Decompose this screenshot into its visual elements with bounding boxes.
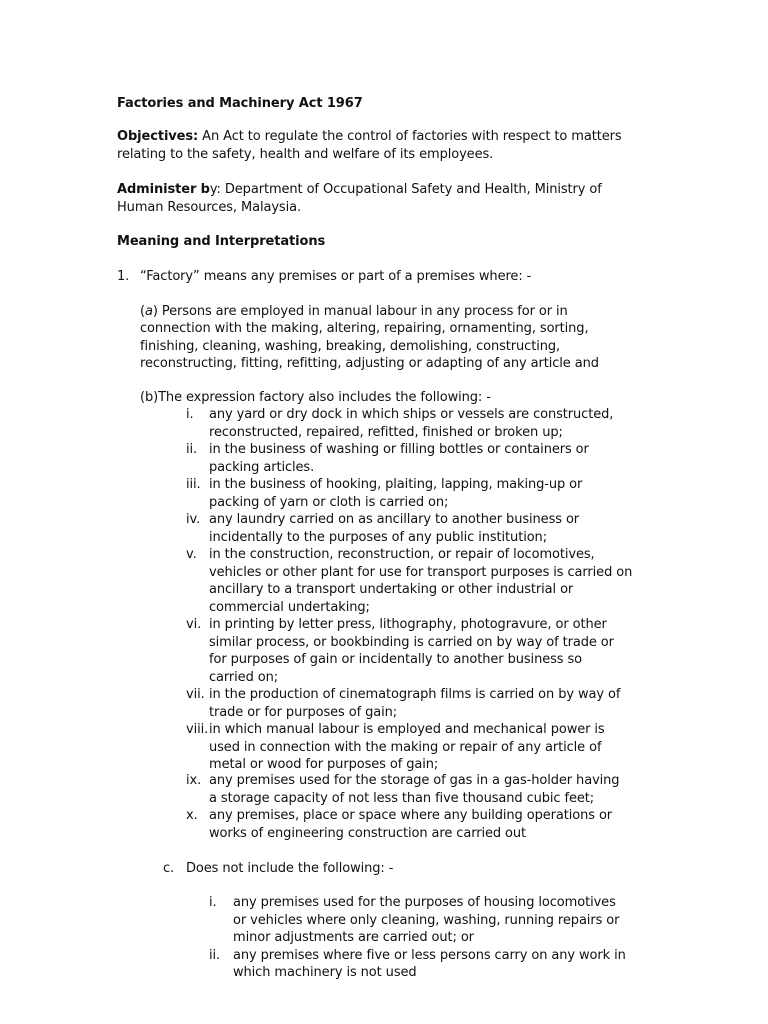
para-a-letter: a [144, 304, 153, 319]
para-b-item-iv-line-1: any laundry carried on as ancillary to another business or [209, 512, 580, 527]
para-b-item-ii-line-1: in the business of washing or filling bottles or containers or [209, 442, 589, 457]
para-b-item-iii-number: iii. [186, 477, 201, 492]
para-c-letter: c. [163, 861, 175, 876]
para-b-item-x-line-1: any premises, place or space where any building operations or [209, 808, 613, 823]
objectives-line-1 [117, 128, 622, 146]
item-1-number: 1. [117, 269, 130, 284]
para-c-item-ii-line-2: which machinery is not used [233, 965, 417, 980]
para-c-item-i-line-3: minor adjustments are carried out; or [233, 930, 474, 945]
para-b-item-x-line-2: works of engineering construction are carried out [209, 826, 527, 841]
para-b-item-iii-line-2: packing of yarn or cloth is carried on; [209, 495, 449, 510]
para-a-line-4: reconstructing, fitting, refitting, adjusting or adapting of any article and [140, 356, 599, 371]
administer-text: Department of Occupational Safety and Health, Ministry of [220, 182, 602, 197]
para-b-item-vi-line-1: in printing by letter press, lithography, photogravure, or other [209, 617, 607, 632]
para-b-item-iv-number: iv. [186, 512, 201, 527]
para-a-line-1 [140, 303, 568, 321]
para-b-item-i-line-1: any yard or dry dock in which ships or vessels are constructed, [209, 407, 614, 422]
objectives-label: Objectives: [117, 129, 199, 144]
para-c-item-i-line-2: or vehicles where only cleaning, washing, running repairs or [233, 913, 620, 928]
item-1-text: “Factory” means any premises or part of a premises where: - [140, 269, 532, 284]
para-b-item-v-number: v. [186, 547, 197, 562]
administer-line-1 [117, 181, 602, 199]
para-b-item-vii-number: vii. [186, 687, 205, 702]
para-b-item-v-line-4: commercial undertaking; [209, 600, 370, 615]
objectives-line-2: relating to the safety, health and welfare of its employees. [117, 147, 494, 162]
para-b-item-iv-line-2: incidentally to the purposes of any public institution; [209, 530, 547, 545]
para-c-item-ii-number: ii. [209, 948, 221, 963]
para-c-item-i-line-1: any premises used for the purposes of housing locomotives [233, 895, 616, 910]
administer-label: Administer b [117, 182, 210, 197]
meaning-heading: Meaning and Interpretations [117, 234, 326, 249]
para-b-item-i-number: i. [186, 407, 194, 422]
para-b-item-i-line-2: reconstructed, repaired, refitted, finished or broken up; [209, 425, 563, 440]
para-b-item-ix-number: ix. [186, 773, 202, 788]
para-a-line-2: connection with the making, altering, repairing, ornamenting, sorting, [140, 321, 589, 336]
para-b-item-viii-line-3: metal or wood for purposes of gain; [209, 757, 439, 772]
para-b-item-vi-line-4: carried on; [209, 670, 279, 685]
para-b-item-viii-line-2: used in connection with the making or repair of any article of [209, 740, 602, 755]
para-a-open: ( [140, 304, 145, 319]
administer-line-2: Human Resources, Malaysia. [117, 200, 302, 215]
para-c-item-ii-line-1: any premises where five or less persons carry on any work in [233, 948, 626, 963]
para-b-item-viii-number: viii. [186, 722, 209, 737]
para-b-item-ii-line-2: packing articles. [209, 460, 315, 475]
para-b-item-viii-line-1: in which manual labour is employed and mechanical power is [209, 722, 605, 737]
para-b-item-v-line-1: in the construction, reconstruction, or repair of locomotives, [209, 547, 595, 562]
para-a-close: ) [152, 304, 158, 319]
para-a-text: Persons are employed in manual labour in any process for or in [157, 304, 568, 319]
document-title: Factories and Machinery Act 1967 [117, 96, 363, 111]
para-b-item-x-number: x. [186, 808, 198, 823]
administer-label-tail: y: [209, 182, 221, 197]
objectives-text: An Act to regulate the control of factories with respect to matters [198, 129, 622, 144]
para-b-item-vi-line-2: similar process, or bookbinding is carried on by way of trade or [209, 635, 614, 650]
para-b-item-vii-line-1: in the production of cinematograph films is carried on by way of [209, 687, 621, 702]
para-b-item-ix-line-1: any premises used for the storage of gas in a gas-holder having [209, 773, 620, 788]
para-b-item-vii-line-2: trade or for purposes of gain; [209, 705, 398, 720]
para-b-intro: (b)The expression factory also includes the following: - [140, 390, 491, 405]
para-b-item-v-line-3: ancillary to a transport undertaking or other industrial or [209, 582, 574, 597]
para-b-item-ix-line-2: a storage capacity of not less than five thousand cubic feet; [209, 791, 595, 806]
para-b-item-vi-line-3: for purposes of gain or incidentally to another business so [209, 652, 583, 667]
para-b-item-ii-number: ii. [186, 442, 198, 457]
para-c-item-i-number: i. [209, 895, 217, 910]
para-b-item-iii-line-1: in the business of hooking, plaiting, lapping, making-up or [209, 477, 583, 492]
para-b-item-vi-number: vi. [186, 617, 202, 632]
para-c-intro: Does not include the following: - [186, 861, 394, 876]
para-b-item-v-line-2: vehicles or other plant for use for transport purposes is carried on [209, 565, 633, 580]
para-a-line-3: finishing, cleaning, washing, breaking, demolishing, constructing, [140, 339, 561, 354]
